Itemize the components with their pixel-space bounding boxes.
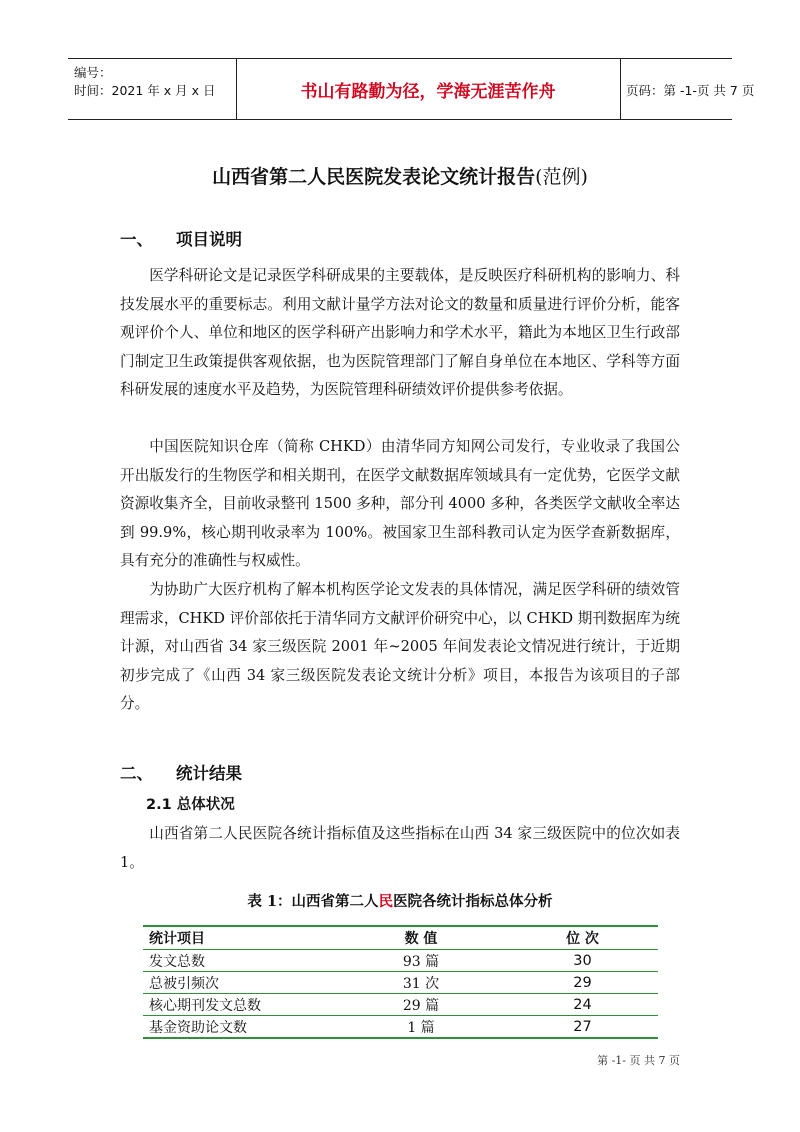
section-1-title: 项目说明 [176,230,242,249]
page-footer: 第 -1- 页 共 7 页 [597,1054,680,1067]
header-page-number: 页码：第 -1-页 共 7 页 [626,83,755,98]
cell-rank: 24 [507,994,658,1016]
header-meta-cell [68,59,237,119]
section-1-heading [120,226,242,250]
section-2-number: 二、 [120,764,153,783]
table-row [143,950,658,972]
cell-rank: 30 [507,950,658,972]
paragraph-2: 中国医院知识仓库（简称 CHKD）由清华同方知网公司发行，专业收录了我国公开出版发行的生物医学和相关期刊，在医学文献数据库领域具有一定优势，它医学文献资源收集齐全，目前收录整刊 1500 多种，部分刊 4000 多种，各类医学文献收全率达到 99.9%，核心期刊收录率为 100%。被国家卫生部科教司认定为医学查新数据库，具有充分的准确性与权威性。 [120,438,680,569]
header-time: 时间：2021 年 x 月 x 日 [74,83,216,98]
page-header [68,58,755,120]
section-1-number: 一、 [120,230,153,249]
paragraph-4: 山西省第二人民医院各统计指标值及这些指标在山西 34 家三级医院中的位次如表 1。 [120,825,680,871]
table-row [143,1016,658,1039]
cell-rank: 27 [507,1016,658,1039]
header-number: 编号： [74,65,112,80]
header-motto: 书山有路勤为径，学海无涯苦作舟 [300,82,556,102]
stats-table [143,925,658,1039]
section-2-title: 统计结果 [176,764,242,783]
header-motto-cell [236,59,621,119]
col-header-item: 统计项目 [143,926,335,950]
header-page-cell [620,59,755,119]
cell-rank: 29 [507,972,658,994]
table-caption-highlight: 民 [378,893,394,910]
section-2-heading [120,760,242,784]
col-header-rank: 位 次 [507,926,658,950]
paragraph-1: 医学科研论文是记录医学科研成果的主要载体，是反映医疗科研机构的影响力、科技发展水平的重要标志。利用文献计量学方法对论文的数量和质量进行评价分析，能客观评价个人、单位和地区的医学科研产出影响力和学术水平，籍此为本地区卫生行政部门制定卫生政策提供客观依据，也为医院管理部门了解自身单位在本地区、学科等方面科研发展的速度水平及趋势，为医院管理科研绩效评价提供参考依据。 [120,267,680,398]
table-caption [0,890,800,911]
title-main: 山西省第二人民医院发表论文统计报告 [212,166,536,188]
cell-value: 93 篇 [335,950,507,972]
cell-item: 基金资助论文数 [143,1016,335,1039]
paragraph-3: 为协助广大医疗机构了解本机构医学论文发表的具体情况，满足医学科研的绩效管理需求，CHKD 评价部依托于清华同方文献评价研究中心，以 CHKD 期刊数据库为统计源，对山西省 34 家三级医院 2001 年~2005 年间发表论文情况进行统计，于近期初步完成了《山西 34 家三级医院发表论文统计分析》项目，本报告为该项目的子部分。 [120,581,680,712]
document-title [0,162,800,189]
cell-value: 31 次 [335,972,507,994]
cell-item: 核心期刊发文总数 [143,994,335,1016]
table-header-row [143,926,658,950]
cell-item: 发文总数 [143,950,335,972]
cell-item: 总被引频次 [143,972,335,994]
table-row [143,994,658,1016]
cell-value: 29 篇 [335,994,507,1016]
col-header-value: 数 值 [335,926,507,950]
title-sub: (范例) [535,166,588,188]
subsection-2-1-heading: 2.1 总体状况 [146,797,235,813]
table-caption-post: 医院各统计指标总体分析 [393,893,553,910]
table-row [143,972,658,994]
table-caption-pre: 表 1：山西省第二人 [247,893,379,910]
cell-value: 1 篇 [335,1016,507,1039]
